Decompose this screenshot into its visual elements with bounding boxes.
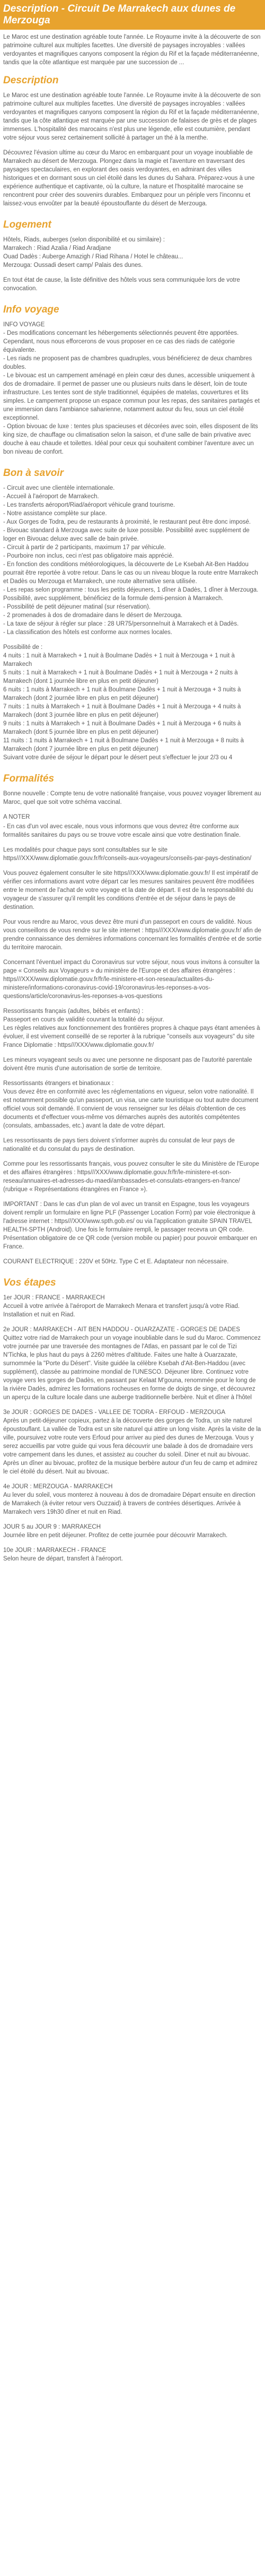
bon-line: - En fonction des conditions météorologiques, la découverte de Le Ksebah Ait-Ben Haddou pourrait être reportée à votre retour. Dans le cas ou un niveau bloque la route entre Marrakech et Dadès ou Merzouga et Marrakech, une route alternative sera utilisée. [3,561,258,585]
stage-text: Après un petit-déjeuner copieux, partez à la découverte des gorges de Todra, un site naturel époustouflant. La vallée de Todra est un site naturel qui attire un long visite. Après la visite de la ville, poursuivez votre route vers Erfoud pour arriver au pied des dunes de Merzouga. Vous y serez accueillis par votre guide qui vous fera découvrir une balade à dos de dromadaire vers votre campement dans les dunes, et assistez au coucher du soleil. Diner et nuit au bivouac. Après un dîner au bivouac, profitez de la musique berbère autour d'un feu de camp et admirez le ciel étoilé du désert. Nuit au bivouac. [3,1418,261,1475]
formalites-line: Ressortissants français (adultes, bébés et enfants) : [3,1008,144,1014]
description-paragraph: Le Maroc est une destination agréable toute l'année. Le Royaume invite à la découverte de son patrimoine culturel aux multiples facettes. Une diversité de paysages incroyables : vallées verdoyantes et magnifiques canyons composent la région du Rif et la façade méditerranéenne, tandis que la côte atlantique est marquée par une succession de falaises de grès et de plages immenses. L'hospitalité des marocains n'est plus une légende, elle est coutumière, pendant votre séjour vous serez certainement sollicité à partager un thé à la menthe. [3,92,261,141]
formalites-paragraph: Vous pouvez également consulter le site https///XXX/www.diplomatie.gouv.fr/ Il est impératif de vérifier ces informations avant votre départ car les mesures sanitaires peuvent être modifiées entre le moment de l'achat de votre voyage et la date de départ. Il est de la responsabilité du voyageur de s'assurer qu'il remplit les conditions d'entrée et de séjour dans le pays de destination. [3,870,259,910]
bon-line: - Les repas selon programme : tous les petits déjeuners, 1 dîner à Dadès, 1 dîner à Merzouga. Possibilité, avec supplément, bénéficiez de la formule demi-pension à Marrakech. [3,587,259,602]
intro-paragraph: Le Maroc est une destination agréable toute l'année. Le Royaume invite à la découverte de son patrimoine culturel aux multiples facettes. Une diversité de paysages incroyables : vallées verdoyantes et magnifiques canyons composent la région du Rif et la façade méditerranéenne, tandis que la côte atlantique est marquée par une succession de ... [3,34,261,66]
page-banner-title: Description - Circuit De Marrakech aux dunes de Merzouga [0,0,265,30]
logement-line: Hôtels, Riads, auberges (selon disponibilité et ou similaire) : [3,237,165,243]
section-title-bon: Bon à savoir [3,467,64,479]
bon-line: - Les transferts aéroport/Riad/aéroport véhicule grand tourisme. [3,502,175,508]
formalites-paragraph: Concernant l'éventuel impact du Coronavirus sur votre séjour, nous vous invitons à consulter la page « Conseils aux Voyageurs » du ministère de l'Europe et des affaires étrangères : https///XXX/www.diplomatie.gouv.fr/fr/le-ministere-et-son-reseau/actualites-du-ministere/informations-coronavirus-covid-19/coronavirus-les-reponses-a-vos-questions/article/coronavirus-les-reponses-a-vos-questions [3,959,260,1000]
bon-line: - Circuit à partir de 2 participants, maximum 17 par véhicule. [3,544,166,551]
section-title-formalites: Formalités [3,773,55,784]
bon-line: - La taxe de séjour à régler sur place : 28 UR75/personne/nuit à Marrakech et à Dadès. [3,621,239,627]
bon-line: - 2 promenades à dos de dromadaire dans le désert de Merzouga. [3,612,183,619]
formalites-paragraph [3,1079,262,1130]
stage-item [3,1482,262,1516]
stage-item [3,1523,262,1540]
bon-line: - Circuit avec une clientèle internationale. [3,485,115,491]
stage-item [3,1325,262,1402]
bon-line: - Accueil à l'aéroport de Marrakech. [3,493,99,500]
info-line: - Le bivouac est un campement aménagé en plein cœur des dunes, accessible uniquement à dos de dromadaire. Il permet de passer une ou plusieurs nuits dans le désert, loin de toute infrastructure. Les tentes sont de style traditionnel, équipées de matelas, couvertures et lits simples. Le campement propose un espace commun pour les repas, des sanitaires partagés et une immersion dans l'ambiance saharienne, notamment autour du feu, sous un ciel étoilé exceptionnel. [3,372,260,421]
section-title-logement: Logement [3,219,51,230]
stage-text: Journée libre en petit déjeuner. Profitez de cette journée pour découvrir Marrakech. [3,1532,228,1539]
possibilite-line: 5 nuits : 1 nuit à Marrakech + 1 nuit à Boulmane Dadès + 1 nuit à Merzouga + 2 nuits à Marrakech (dont 1 journée libre en plus en petit déjeuner) [3,670,238,684]
info-list [3,320,262,456]
stage-title: 1er JOUR : FRANCE - MARRAKECH [3,1295,105,1301]
formalites-paragraph: Pour vous rendre au Maroc, vous devez être muni d'un passeport en cours de validité. Nous vous conseillons de vous rendre sur le site internet : https///XXX/www.diplomatie.gouv.fr/ afin de prendre connaissance des dernières informations concernant les formalités d'entrée et de sortie du territoire marocain. [3,919,262,951]
section-title-etapes: Vos étapes [3,1277,56,1288]
formalites-line: Passeport en cours de validité couvrant la totalité du séjour. [3,1017,164,1023]
formalites-paragraph: Bonne nouvelle : Compte tenu de votre nationalité française, vous pouvez voyager librement au Maroc, quel que soit votre schéma vaccinal. [3,791,261,805]
section-title-info: Info voyage [3,304,59,315]
section-title-description: Description [3,75,59,86]
formalites-paragraph: Les ressortissants de pays tiers doivent s'informer auprès du consulat de leur pays de nationalité et du consulat du pays de destination. [3,1138,235,1152]
possibilite-title: Possibilité de : [3,644,43,650]
stage-title: 2e JOUR : MARRAKECH - AIT BEN HADDOU - OUARZAZATE - GORGES DE DADES [3,1326,240,1333]
logement-line: Ouad Dadès : Auberge Amazigh / Riad Rihana / Hotel le château... [3,254,183,260]
possibilite-line: 7 nuits : 1 nuits à Marrakech + 1 nuit à Boulmane Dadès + 1 nuit à Merzouga + 4 nuits à Marrakech (dont 3 journée libre en plus en petit déjeuner) [3,704,241,718]
bon-line: - La classification des hôtels est conforme aux normes locales. [3,629,172,636]
logement-line: Marrakech : Riad Azalia / Riad Aradjane [3,245,111,251]
info-line: INFO VOYAGE [3,322,45,328]
possibilite-line: 4 nuits : 1 nuit à Marrakech + 1 nuit à Boulmane Dadès + 1 nuit à Merzouga + 1 nuit à Marrakech [3,653,235,667]
info-line: - Des modifications concernant les hébergements sélectionnés peuvent être apportées. Cependant, nous nous efforcerons de vous proposer en ce cas des riads de catégorie équivalente. [3,330,239,353]
formalites-paragraph [3,1007,262,1050]
formalites-paragraph: Comme pour les ressortissants français, vous pouvez consulter le site du Ministère de l'Europe et des affaires étrangères : https///XXX/www.diplomatie.gouv.fr/fr/le-ministere-et-son-reseau/annuaires-et-adresses-du-maedi/ambassades-et-consulats-etrangers-en-france/ (rubrique « Représentations étrangères en France »). [3,1161,259,1193]
formalites-line: Vous devez être en conformité avec les réglementations en vigueur, selon votre nationalité. Il est notamment possible qu'un passeport, un visa, une carte touristique ou tout autre document officiel vous soit demandé. Il convient de vous renseigner sur les délais d'obtention de ces documents et d'effectuer vous-même vos démarches auprès des autorités compétentes (consulats, ambassades, etc.) avant la date de votre départ. [3,1089,259,1129]
bon-list [3,484,262,637]
formalites-paragraph: IMPORTANT : Dans le cas d'un plan de vol avec un transit en Espagne, tous les voyageurs doivent remplir un formulaire en ligne PLF (Passenger Location Form) par voie électronique à l'adresse internet : https///XXX/www.spth.gob.es/ ou via l'application gratuite SPAIN TRAVEL HEALTH-SPTH (Android). Une fois le formulaire rempli, le passager recevra un QR code. Présentation obligatoire de ce QR code (version mobile ou papier) pour pouvoir embarquer en France. [3,1201,257,1250]
possibilite-list [3,643,262,762]
stage-text: Quittez votre riad de Marrakech pour un voyage inoubliable dans le sud du Maroc. Commencez votre journée par une traversée des montagnes de l'Atlas, en passant par le col de Tizi N'Tichka, le plus haut du pays à 2260 mètres d'altitude. Faites une halte à Ouarzazate, surnommée la "Porte du Désert". Visite guidée la célèbre Ksebah d'Ait-Ben-Haddou (avec supplément), classée au patrimoine mondial de l'UNESCO. Déjeuner libre. Continuez votre voyage vers les gorges de Dadès, en passant par Kelaat M'gouna, renommée pour le long de la rivière Dadès, admirez les formations rocheuses en forme de doigts de singe, et découvrez un aperçu de la culture locale dans une auberge traditionnelle berbère. Nuit et dîner à l'hôtel [3,1335,261,1401]
info-line: - Option bivouac de luxe : tentes plus spacieuses et décorées avec soin, elles disposent de lits king size, de chauffage ou climatisation selon la saison, et d'une salle de bain privative avec douche à eau chaude et toilettes. Idéal pour ceux qui souhaitent combiner l'aventure avec un bon niveau de confort. [3,423,258,455]
stage-text: Selon heure de départ, transfert à l'aéroport. [3,1556,123,1562]
stage-item [3,1546,262,1563]
bon-line: - Aux Gorges de Todra, peu de restaurants à proximité, le restaurant peut être donc imposé. [3,519,251,525]
stage-title: 10e JOUR : MARRAKECH - FRANCE [3,1547,107,1554]
stage-title: 3e JOUR : GORGES DE DADES - VALLEE DE TODRA - ERFOUD - MERZOUGA [3,1409,226,1416]
description-paragraph: Découvrez l'évasion ultime au cœur du Maroc en embarquant pour un voyage inoubliable de Marrakech au désert de Merzouga. Plongez dans la magie et l'aventure en traversant des paysages spectaculaires, en explorant des oasis verdoyantes, en admirant des villes historiques et en dormant sous un ciel étoilé dans les dunes du Sahara. Préparez-vous à une expérience authentique et captivante, où la culture, la nature et l'hospitalité marocaine se rencontrent pour créer des souvenirs durables. Embarquez pour un périple vers l'inconnu et laissez-vous envoûter par la beauté époustouflante du désert de Merzouga. [3,150,255,207]
bon-line: - Possibilité de petit déjeuner matinal (sur réservation). [3,604,151,610]
logement-note: En tout état de cause, la liste définitive des hôtels vous sera communiquée lors de votre convocation. [3,277,240,292]
logement-line: Merzouga: Oussadi desert camp/ Palais des dunes. [3,262,143,268]
possibilite-line: Suivant votre durée de séjour le départ pour le désert peut s'effectuer le jour 2/3 ou 4 [3,754,233,761]
formalites-line: Ressortissants étrangers et binationaux : [3,1080,114,1087]
formalites-paragraph: Les mineurs voyageant seuls ou avec une personne ne disposant pas de l'autorité parentale doivent être munis d'une autorisation de sortie de territoire. [3,1057,252,1072]
bon-line: - Bivouac standard à Merzouga avec suite de luxe possible. Possibilité avec supplément de loger en Bivouac deluxe avec salle de bain privée. [3,527,250,542]
possibilite-line: 11 nuits : 1 nuits à Marrakech + 1 nuit à Boulmane Dadès + 1 nuit à Merzouga + 8 nuits à Marrakech (dont 7 journée libre en plus en petit déjeuner) [3,738,244,752]
stage-title: 4e JOUR : MERZOUGA - MARRAKECH [3,1484,113,1490]
formalites-paragraph: - En cas d'un vol avec escale, nous vous informons que vous devrez être conforme aux formalités sanitaires du pays ou se trouve votre escale ainsi que votre destination finale. [3,823,241,838]
formalites-paragraph: Les modalités pour chaque pays sont consultables sur le site https///XXX/www.diplomatie.gouv.fr/fr/conseils-aux-voyageurs/conseils-par-pays-destination/ [3,847,252,862]
stage-text: Accueil à votre arrivée à l'aéroport de Marrakech Menara et transfert jusqu'à votre Riad. Installation et nuit en Riad. [3,1303,240,1318]
bon-line: - Notre assistance complète sur place. [3,510,107,517]
bon-line: - Pourboire non inclus, ceci n'est pas obligatoire mais apprécié. [3,553,174,559]
formalites-paragraph: A NOTER [3,814,30,820]
info-line: - Les riads ne proposent pas de chambres quadruples, vous bénéficierez de deux chambres doubles. [3,355,252,370]
formalites-line: Les règles relatives aux fonctionnement des frontières propres à chaque pays étant amenées à évoluer, il est vivement conseillé de se reporter à la rubrique "conseils aux voyageurs" du site France Diplomatie : https///XXX/www.diplomatie.gouv.fr/ [3,1025,260,1048]
possibilite-line: 9 nuits : 1 nuits à Marrakech + 1 nuit à Boulmane Dadès + 1 nuit à Merzouga + 6 nuits à Marrakech (dont 5 journée libre en plus en petit déjeuner) [3,721,241,735]
stage-item [3,1408,262,1476]
possibilite-line: 6 nuits : 1 nuits à Marrakech + 1 nuit à Boulmane Dadès + 1 nuit à Merzouga + 3 nuits à Marrakech (dont 2 journée libre en plus en petit déjeuner) [3,687,241,701]
formalites-paragraph: COURANT ELECTRIQUE : 220V et 50Hz. Type C et E. Adaptateur non nécessaire. [3,1259,229,1265]
stage-item [3,1294,262,1319]
content [0,30,265,1563]
stage-title: JOUR 5 au JOUR 9 : MARRAKECH [3,1524,101,1530]
stage-text: Au lever du soleil, vous monterez à nouveau à dos de dromadaire Départ ensuite en direction de Marrakech (à éviter retour vers Ouzzaid) à travers de contrées désertiques. Arrivée à Marrakech vers 19h30 dîner et nuit en Riad. [3,1492,255,1515]
logement-list [3,236,262,270]
